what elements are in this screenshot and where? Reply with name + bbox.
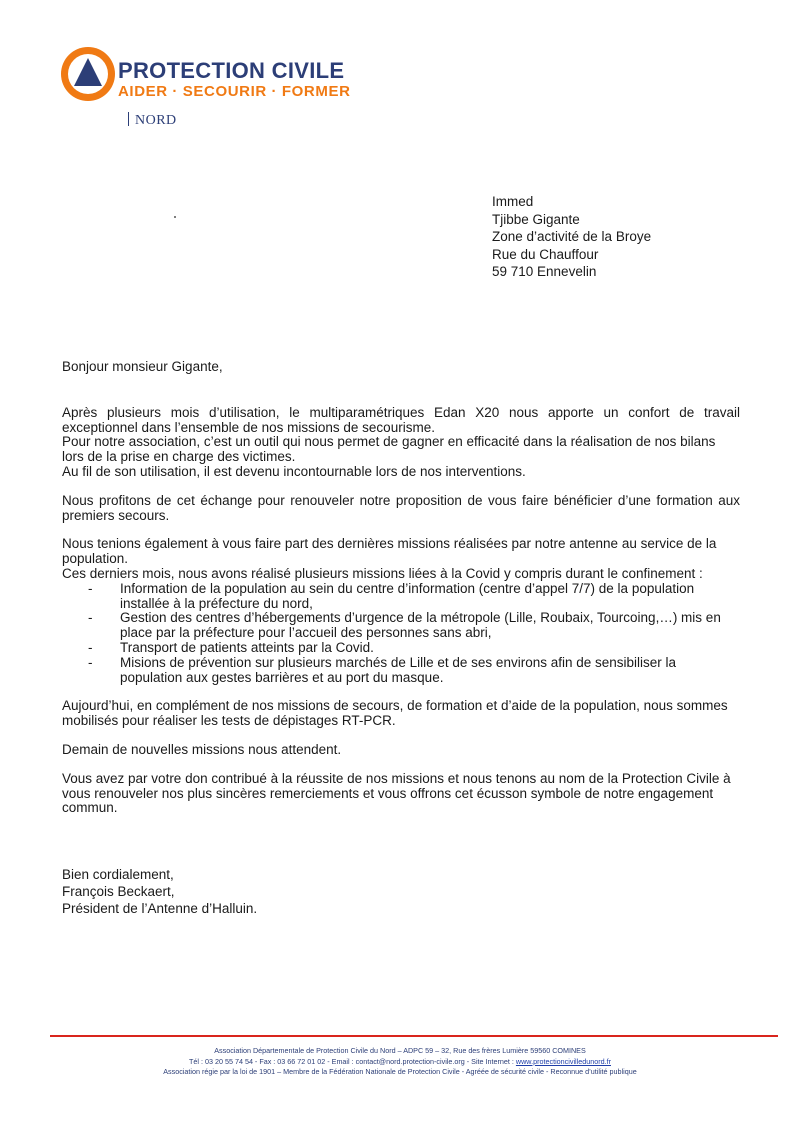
paragraph: Au fil de son utilisation, il est devenu incontournable lors de nos interventions.	[62, 463, 526, 479]
footer-contact	[0, 1057, 800, 1068]
website-link[interactable]: www.protectioncivilledunord.fr	[515, 1056, 611, 1066]
recipient-line: Immed	[492, 194, 534, 209]
paragraph: Après plusieurs mois d’utilisation, le multiparamétriques Edan X20 nous apporte un confort de travail exceptionnel dans l’ensemble de nos missions de secourisme.	[62, 404, 740, 435]
paragraph: Nous tenions également à vous faire part des dernières missions réalisées par notre antenne au service de la population.	[62, 536, 717, 567]
region-divider	[128, 112, 129, 126]
salutation: Bonjour monsieur Gigante,	[62, 359, 223, 374]
paragraph: Pour notre association, c’est un outil qui nous permet de gagner en efficacité dans la réalisation de nos bilans lors de la prise en charge des victimes.	[62, 434, 716, 465]
signer-name: François Beckaert,	[62, 884, 175, 900]
recipient-line: 59 710 Ennevelin	[492, 264, 597, 280]
closing-line: Bien cordialement,	[62, 867, 174, 882]
recipient-line: Tjibbe Gigante	[492, 211, 580, 227]
paragraph: Nous profitons de cet échange pour renouveler notre proposition de vous faire bénéficier d’une formation aux premiers secours.	[62, 492, 740, 523]
signature-block	[62, 866, 257, 918]
letterhead-logo	[60, 46, 390, 136]
list-item: - Transport de patients atteints par la Covid.	[102, 641, 740, 656]
paragraph: Vous avez par votre don contribué à la réussite de nos missions et nous tenons au nom de la Protection Civile à vous renouveler nos plus sincères remerciements et vous offrons cet écusson symbole de notre engagement commun.	[62, 770, 731, 816]
brand-region	[128, 112, 177, 129]
recipient-line: Zone d’activité de la Broye	[492, 229, 652, 245]
mission-list	[62, 582, 740, 686]
signer-title: Président de l’Antenne d’Halluin.	[62, 901, 258, 917]
paragraph: Demain de nouvelles missions nous attendent.	[62, 741, 342, 757]
footer	[0, 1046, 800, 1078]
triangle-in-circle-logo-icon	[60, 46, 116, 102]
brand-tagline: AIDER · SECOURIR · FORMER	[118, 83, 351, 100]
list-item: - Gestion des centres d’hébergements d’urgence de la métropole (Lille, Roubaix, Tourcoing,…) mis en place par la préfecture pour l’accueil des personnes sans abri,	[102, 611, 740, 641]
footer-line: Association Départementale de Protection Civile du Nord – ADPC 59 – 32, Rue des frères Lumière 59560 COMINES	[214, 1046, 586, 1055]
letter-body	[62, 360, 740, 816]
paragraph: Ces derniers mois, nous avons réalisé plusieurs missions liées à la Covid y compris durant le confinement :	[62, 565, 703, 581]
list-item: - Information de la population au sein du centre d’information (centre d’appel 7/7) de la population installée à la préfecture du nord,	[102, 582, 740, 612]
region-label: NORD	[135, 113, 177, 128]
list-item: - Misions de prévention sur plusieurs marchés de Lille et de ses environs afin de sensibiliser la population aux gestes barrières et au port du masque.	[102, 656, 740, 686]
brand-name: PROTECTION CIVILE	[118, 58, 345, 83]
footer-line: Association régie par la loi de 1901 – Membre de la Fédération Nationale de Protection Civile - Agréée de sécurité civile - Reconnue d’utilité publique	[163, 1067, 637, 1076]
footer-rule	[50, 1035, 778, 1037]
paragraph: Aujourd’hui, en complément de nos missions de secours, de formation et d’aide de la population, nous sommes mobilisés pour réaliser les tests de dépistages RT-PCR.	[62, 698, 728, 729]
footer-contact-text: Tél : 03 20 55 74 54 - Fax : 03 66 72 01 02 - Email : contact@nord.protection-civile.org - Site Internet :	[189, 1056, 516, 1066]
recipient-address	[492, 193, 651, 281]
scan-speck	[174, 216, 176, 218]
recipient-line: Rue du Chauffour	[492, 246, 599, 262]
